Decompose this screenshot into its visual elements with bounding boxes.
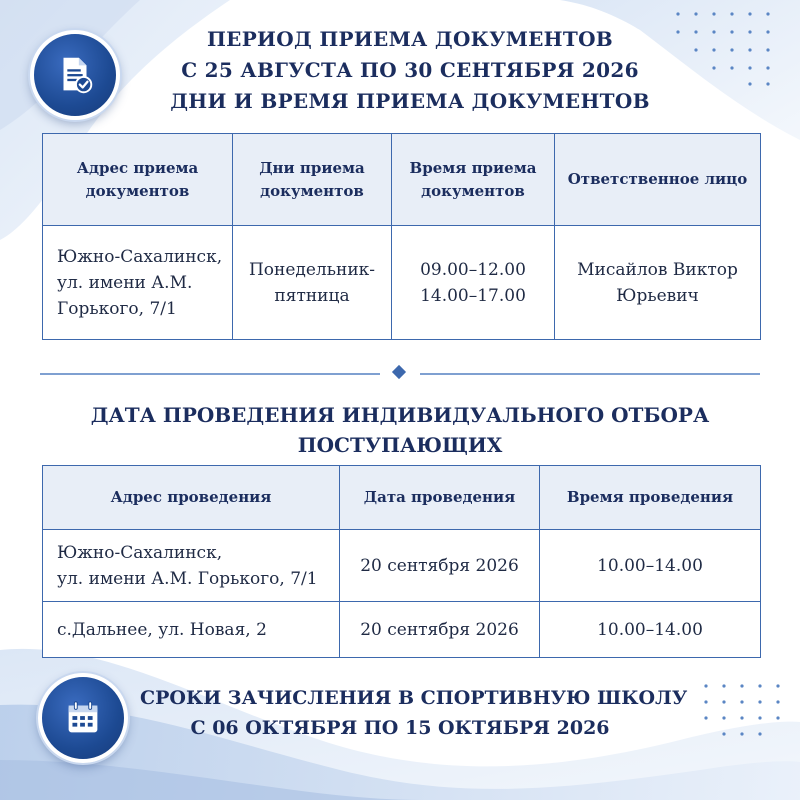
person-line: Мисайлов Виктор [577, 259, 738, 280]
header-cell-address: Адрес приема документов [43, 134, 233, 226]
cell-date: 20 сентября 2026 [340, 530, 540, 602]
table-row [43, 530, 761, 602]
footer-line-2: С 06 ОКТЯБРЯ ПО 15 ОКТЯБРЯ 2026 [190, 717, 610, 739]
decorative-dots [698, 680, 788, 750]
table-row [43, 602, 761, 658]
header-cell-address: Адрес проведения [43, 466, 340, 530]
cell-address [43, 530, 340, 602]
time-line: 09.00–12.00 [420, 259, 526, 280]
enrollment-period [140, 683, 688, 743]
cell-address [43, 226, 233, 340]
selection-schedule-table [42, 465, 761, 658]
section-divider [40, 369, 760, 379]
header-cell-days: Дни приема документов [233, 134, 392, 226]
address-line: Южно-Сахалинск, [57, 542, 223, 563]
address-line: Горького, 7/1 [57, 298, 177, 319]
time-line: 14.00–17.00 [420, 285, 526, 306]
address-line: Южно-Сахалинск, [57, 246, 223, 267]
title-line-1: ПЕРИОД ПРИЕМА ДОКУМЕНТОВ [206, 27, 613, 51]
decorative-dots [668, 8, 778, 88]
address-line: ул. имени А.М. Горького, 7/1 [57, 568, 318, 589]
title-line-3: ДНИ И ВРЕМЯ ПРИЕМА ДОКУМЕНТОВ [170, 89, 650, 113]
person-line: Юрьевич [616, 285, 699, 306]
page-title [150, 24, 670, 117]
document-check-icon [30, 30, 120, 120]
section-title-line-1: ДАТА ПРОВЕДЕНИЯ ИНДИВИДУАЛЬНОГО ОТБОРА [90, 403, 710, 427]
cell-date: 20 сентября 2026 [340, 602, 540, 658]
cell-address: с.Дальнее, ул. Новая, 2 [43, 602, 340, 658]
section-title [60, 400, 740, 460]
documents-reception-table [42, 133, 761, 340]
cell-person [555, 226, 761, 340]
calendar-icon [38, 673, 128, 763]
address-line: ул. имени А.М. [57, 272, 193, 293]
title-line-2: С 25 АВГУСТА ПО 30 СЕНТЯБРЯ 2026 [181, 58, 639, 82]
header-cell-time: Время приема документов [392, 134, 555, 226]
section-title-line-2: ПОСТУПАЮЩИХ [297, 433, 503, 457]
cell-days [233, 226, 392, 340]
header-cell-person: Ответственное лицо [555, 134, 761, 226]
diamond-icon [392, 365, 406, 379]
cell-time [392, 226, 555, 340]
header-cell-date: Дата проведения [340, 466, 540, 530]
cell-time: 10.00–14.00 [540, 602, 761, 658]
days-line: Понедельник- [248, 259, 376, 280]
footer-line-1: СРОКИ ЗАЧИСЛЕНИЯ В СПОРТИВНУЮ ШКОЛУ [140, 687, 688, 709]
header-cell-time: Время проведения [540, 466, 761, 530]
days-line: пятница [274, 285, 350, 306]
cell-time: 10.00–14.00 [540, 530, 761, 602]
